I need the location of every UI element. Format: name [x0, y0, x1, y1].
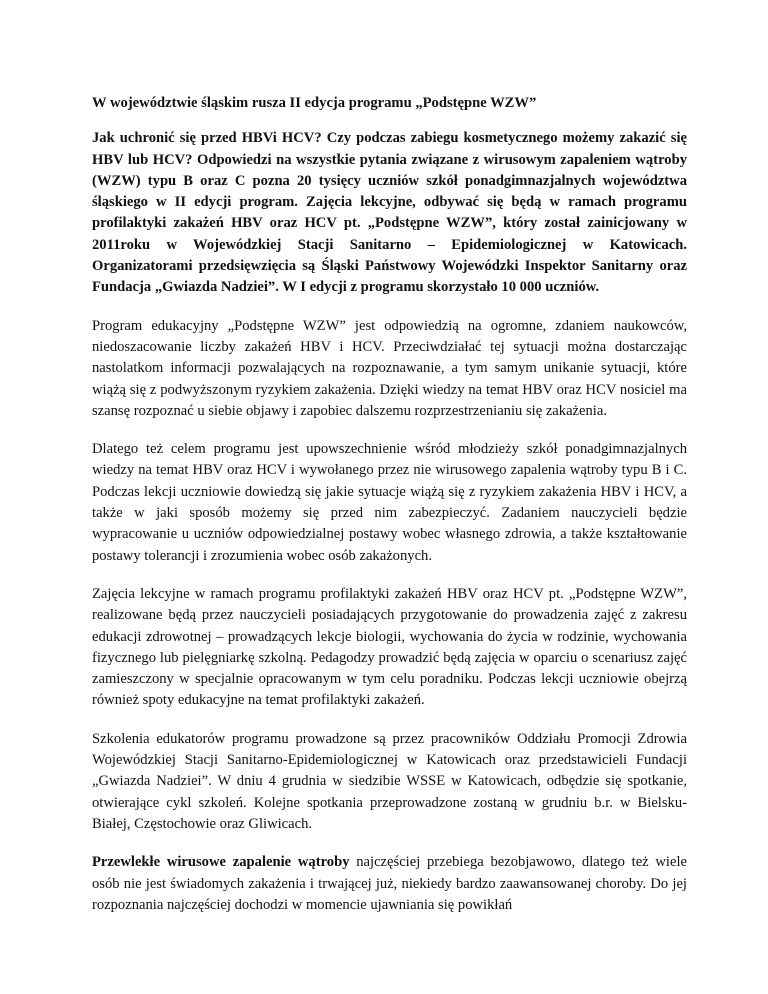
bold-phrase: Przewlekłe wirusowe zapalenie wątroby [92, 854, 350, 871]
lead-paragraph: Jak uchronić się przed HBVi HCV? Czy podczas zabiegu kosmetycznego możemy zakazić się HBV lub HCV? Odpowiedzi na wszystkie pytania związane z wirusowym zapaleniem wątroby (WZW) typu B oraz C pozna 20 tysięcy uczniów szkół ponadgimnazjalnych województwa śląskiego w II edycji program. Zajęcia lekcyjne, odbywać się będą w ramach programu profilaktyki zakażeń HBV oraz HCV pt. „Podstępne WZW”, który został zainicjowany w 2011roku w Wojewódzkiej Stacji Sanitarno – Epidemiologicznej w Katowicach. Organizatorami przedsięwzięcia są Śląski Państwowy Wojewódzki Inspektor Sanitarny oraz Fundacja „Gwiazda Nadziei”. W I edycji z programu skorzystało 10 000 uczniów. [92, 130, 687, 296]
body-paragraph-5 [92, 852, 687, 916]
body-paragraph-4: Szkolenia edukatorów programu prowadzone są przez pracowników Oddziału Promocji Zdrowia Wojewódzkiej Stacji Sanitarno-Epidemiologicznej w Katowicach oraz przedstawicieli Fundacji „Gwiazda Nadziei”. W dniu 4 grudnia w siedzibie WSSE w Katowicach, odbędzie się spotkanie, otwierające cykl szkoleń. Kolejne spotkania przeprowadzone zostaną w grudniu b.r. w Bielsku-Białej, Częstochowie oraz Gliwicach. [92, 730, 687, 832]
document-page [92, 93, 687, 933]
body-paragraph-1: Program edukacyjny „Podstępne WZW” jest odpowiedzią na ogromne, zdaniem naukowców, niedoszacowanie liczby zakażeń HBV i HCV. Przeciwdziałać tej sytuacji można dostarczając nastolatkom informacji pozwalających na rozpoznawanie, a tym samym unikanie sytuacji, które wiążą się z podwyższonym ryzykiem zakażenia. Dzięki wiedzy na temat HBV oraz HCV nosiciel ma szansę rozpoznać u siebie objawy i zapobiec dalszemu rozprzestrzenianiu się zakażenia. [92, 317, 687, 419]
body-paragraph-3: Zajęcia lekcyjne w ramach programu profilaktyki zakażeń HBV oraz HCV pt. „Podstępne WZW”, realizowane będą przez nauczycieli posiadających przygotowanie do prowadzenia zajęć z zakresu edukacji zdrowotnej – prowadzących lekcje biologii, wychowania do życia w rodzinie, wychowania fizycznego lub pielęgniarkę szkolną. Pedagodzy prowadzić będą zajęcia w oparciu o scenariusz zajęć zamieszczony w specjalnie opracowanym w tym celu poradniku. Podczas lekcji uczniowie obejrzą również spoty edukacyjne na temat profilaktyki zakażeń. [92, 585, 687, 709]
body-paragraph-2: Dlatego też celem programu jest upowszechnienie wśród młodzieży szkół ponadgimnazjalnych wiedzy na temat HBV oraz HCV i wywołanego przez nie wirusowego zapalenia wątroby typu B i C. Podczas lekcji uczniowie dowiedzą się jakie sytuacje wiążą się z ryzykiem zakażenia HBV i HCV, a także w jaki sposób możemy się przed nim zabezpieczyć. Zadaniem nauczycieli będzie wypracowanie u uczniów odpowiedzialnej postawy wobec własnego zdrowia, a także kształtowanie postawy tolerancji i zrozumienia wobec osób zakażonych. [92, 441, 687, 564]
document-title: W województwie śląskim rusza II edycja programu „Podstępne WZW” [92, 95, 537, 111]
paragraph-continuation: najczęściej przebiega bezobjawowo, dlatego też wiele osób nie jest świadomych zakażenia i trwającej już, niekiedy bardzo zaawansowanej choroby. Do jej rozpoznania najczęściej dochodzi w momencie ujawniania się powikłań [92, 854, 687, 913]
